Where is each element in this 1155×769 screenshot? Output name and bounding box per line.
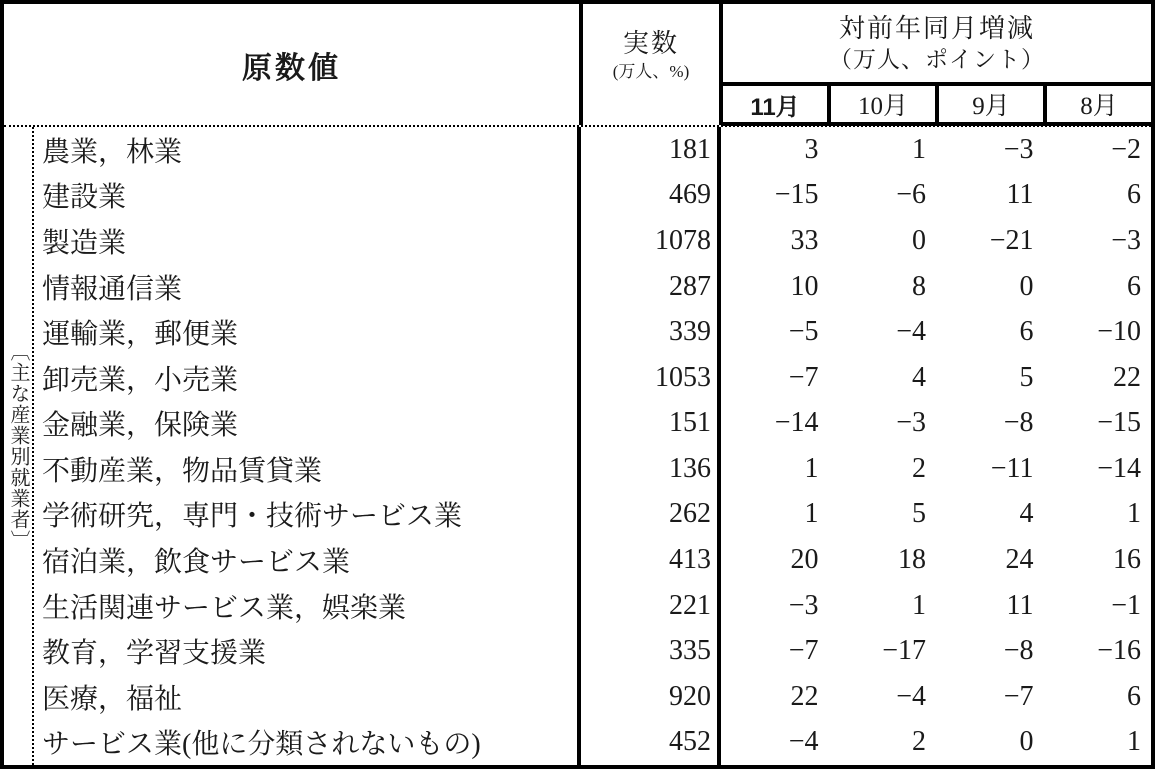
change-october: −6: [896, 179, 926, 211]
change-september: 11: [1006, 179, 1034, 211]
table-row: [34, 309, 1151, 355]
header-change-title: 対前年同月増減: [838, 14, 1035, 44]
change-november: 33: [790, 224, 819, 256]
actual-value: 136: [577, 446, 721, 492]
industry-name: 教育，学習支援業: [42, 638, 267, 670]
header-change-title-cell: [723, 4, 1151, 86]
actual-value: 413: [577, 537, 721, 583]
change-october: 2: [912, 452, 926, 484]
table-row: [34, 264, 1151, 310]
industry-name: 医療，福祉: [42, 683, 183, 715]
change-august: −10: [1097, 316, 1141, 348]
change-november: −5: [788, 316, 819, 348]
industry-name: 農業，林業: [42, 136, 183, 168]
change-september: −21: [989, 224, 1034, 256]
header-change-section: [723, 4, 1151, 125]
table-row: [34, 492, 1151, 538]
industry-name: サービス業(他に分類されないもの): [42, 729, 481, 761]
header-month-november: 11月: [750, 93, 800, 121]
change-november: 20: [790, 543, 819, 575]
change-october: −4: [896, 680, 926, 712]
header-month-august: 8月: [1043, 86, 1151, 122]
actual-value: 1078: [577, 218, 721, 264]
change-august: 22: [1113, 361, 1141, 393]
actual-value: 262: [577, 492, 721, 538]
table-row: [34, 218, 1151, 264]
change-september: 5: [1019, 361, 1034, 393]
change-november: 22: [790, 680, 819, 712]
change-august: −16: [1097, 635, 1141, 667]
actual-value: 452: [577, 720, 721, 766]
actual-value: 287: [577, 264, 721, 310]
actual-value: 469: [577, 173, 721, 219]
change-october: −17: [882, 635, 926, 667]
change-november: 10: [790, 270, 819, 302]
change-november: −7: [788, 635, 819, 667]
industry-name: 宿泊業，飲食サービス業: [42, 546, 351, 578]
change-october: 4: [912, 361, 926, 393]
change-november: −7: [788, 361, 819, 393]
table-header: [4, 4, 1151, 127]
header-raw-values: 原数値: [242, 51, 341, 85]
table-body: [4, 127, 1151, 765]
change-october: 18: [898, 543, 926, 575]
actual-value: 920: [577, 674, 721, 720]
change-november: 1: [804, 498, 819, 530]
table-row: [34, 674, 1151, 720]
header-actual-unit: (万人、%): [612, 61, 690, 81]
industry-name: 不動産業，物品賃貸業: [42, 455, 323, 487]
table-row: [34, 127, 1151, 173]
change-august: −15: [1097, 407, 1141, 439]
actual-value: 181: [577, 127, 721, 173]
change-october: −4: [896, 316, 926, 348]
change-august: 6: [1127, 270, 1141, 302]
change-november: −14: [774, 407, 819, 439]
actual-value: 339: [577, 309, 721, 355]
change-october: 8: [912, 270, 926, 302]
change-september: 4: [1019, 498, 1034, 530]
table-row: [34, 355, 1151, 401]
change-august: 6: [1127, 680, 1141, 712]
change-august: −3: [1111, 224, 1141, 256]
table-body-rows: [34, 127, 1151, 765]
change-november: 3: [804, 133, 819, 165]
change-october: 5: [912, 498, 926, 530]
header-change-unit: （万人、ポイント）: [829, 47, 1045, 73]
change-august: 1: [1127, 726, 1141, 758]
table-row: [34, 173, 1151, 219]
change-september: 0: [1019, 270, 1034, 302]
change-october: 2: [912, 726, 926, 758]
header-month-october: 10月: [827, 86, 935, 122]
actual-value: 1053: [577, 355, 721, 401]
industry-name: 学術研究，専門・技術サービス業: [42, 501, 463, 533]
industry-group-column: [4, 127, 34, 765]
change-august: 16: [1113, 543, 1141, 575]
actual-value: 151: [577, 400, 721, 446]
change-august: −14: [1097, 452, 1141, 484]
change-august: −2: [1111, 133, 1141, 165]
change-september: −3: [1003, 133, 1034, 165]
table-row: [34, 583, 1151, 629]
change-september: −8: [1003, 407, 1034, 439]
industry-name: 金融業，保険業: [42, 410, 239, 442]
change-september: −11: [990, 452, 1034, 484]
header-month-september: 9月: [935, 86, 1043, 122]
table-row: [34, 720, 1151, 766]
change-august: −1: [1111, 589, 1141, 621]
change-september: 11: [1006, 589, 1034, 621]
header-actual-number: [579, 4, 723, 125]
industry-name: 運輸業，郵便業: [42, 319, 239, 351]
change-november: −3: [788, 589, 819, 621]
change-august: 6: [1127, 179, 1141, 211]
table-row: [34, 400, 1151, 446]
header-month-row: [723, 86, 1151, 126]
change-october: −3: [896, 407, 926, 439]
table-row: [34, 446, 1151, 492]
industry-group-label: 〔主な産業別就業者〕: [7, 341, 29, 551]
change-october: 1: [912, 589, 926, 621]
change-november: −15: [774, 179, 819, 211]
table-row: [34, 537, 1151, 583]
change-august: 1: [1127, 498, 1141, 530]
change-november: −4: [788, 726, 819, 758]
change-september: −8: [1003, 635, 1034, 667]
industry-name: 製造業: [42, 227, 127, 259]
industry-name: 卸売業，小売業: [42, 364, 239, 396]
change-september: 0: [1019, 726, 1034, 758]
actual-value: 221: [577, 583, 721, 629]
industry-name: 生活関連サービス業，娯楽業: [42, 592, 407, 624]
change-october: 1: [912, 133, 926, 165]
header-actual-title: 実数: [622, 29, 679, 59]
change-september: −7: [1003, 680, 1034, 712]
change-september: 24: [1005, 543, 1034, 575]
actual-value: 335: [577, 628, 721, 674]
table-row: [34, 628, 1151, 674]
industry-name: 情報通信業: [42, 273, 183, 305]
change-september: 6: [1019, 316, 1034, 348]
industry-name: 建設業: [42, 182, 127, 214]
change-november: 1: [804, 452, 819, 484]
change-october: 0: [912, 224, 926, 256]
